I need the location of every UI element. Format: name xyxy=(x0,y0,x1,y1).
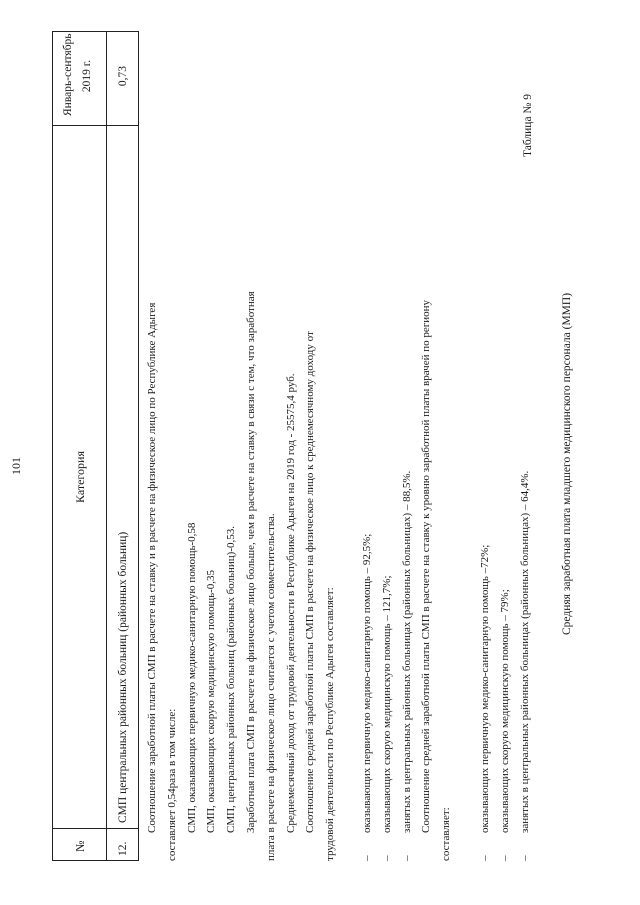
list-dash: – xyxy=(519,855,531,861)
paragraph-line: составляет: xyxy=(440,807,452,861)
paragraph-line: Соотношение средней заработной платы СМП в расчете на ставку к уровню заработной платы врачей по региону xyxy=(420,299,432,833)
paragraph-line: составляет 0,54раза в том числе: xyxy=(166,708,178,861)
row-num: 12. xyxy=(117,841,129,856)
list-dash: – xyxy=(499,855,511,861)
paragraph-line: СМП, оказывающих первичную медико-санитарную помощь-0,58 xyxy=(186,522,198,833)
list-dash: – xyxy=(361,855,373,861)
paragraph-line: СМП, центральных районных больниц (районных больниц)-0,53. xyxy=(225,525,237,833)
paragraph-line: СМП, оказывающих скорую медицинскую помощь-0,35 xyxy=(205,569,217,833)
table-border xyxy=(52,31,53,861)
list-item: оказывающих первичную медико-санитарную помощь – 92,5%; xyxy=(361,533,373,833)
page-number: 101 xyxy=(9,457,23,475)
header-period-line1: Январь-сентябрь xyxy=(62,33,74,116)
paragraph-line: Заработная плата СМП в расчете на физическое лицо больше, чем в расчете на ставку в связи с тем, что заработная xyxy=(245,291,257,833)
table-divider xyxy=(106,31,107,861)
row-category: СМП центральных районных больниц (районных больниц) xyxy=(117,531,129,823)
paragraph-line: трудовой деятельности по Республике Адыгея составляет: xyxy=(324,587,336,861)
table-number-label: Таблица № 9 xyxy=(522,93,534,157)
list-item: оказывающих первичную медико-санитарную помощь –72%; xyxy=(479,544,491,833)
row-value: 0,73 xyxy=(117,65,129,87)
header-num: № xyxy=(73,840,87,852)
list-item: занятых в центральных районных больницах (районных больницах) – 88,5%. xyxy=(401,470,413,833)
header-category: Категория xyxy=(73,451,87,503)
table-border xyxy=(138,31,139,861)
list-item: оказывающих скорую медицинскую помощь – 79%; xyxy=(499,589,511,833)
table-divider xyxy=(52,125,139,126)
table-border xyxy=(52,860,139,861)
table-divider xyxy=(52,828,139,829)
list-dash: – xyxy=(479,855,491,861)
paragraph-line: Среднемесячный доход от трудовой деятельности в Республике Адыгея на 2019 год - 25575,4 руб. xyxy=(285,373,297,833)
list-dash: – xyxy=(381,855,393,861)
paragraph-line: плата в расчете на физическое лицо считается с учетом совместительства. xyxy=(265,513,277,861)
list-item: оказывающих скорую медицинскую помощь – 121,7%; xyxy=(381,575,393,833)
paragraph-line: Соотношение заработной платы СМП в расчете на ставку и в расчете на физическое лицо по Республике Адыгея xyxy=(146,302,158,833)
salary-ratio-table xyxy=(52,31,139,861)
header-period-line2: 2019 г. xyxy=(81,59,93,93)
list-dash: – xyxy=(401,855,413,861)
list-item: занятых в центральных районных больницах (районных больницах) – 64,4%. xyxy=(519,470,531,833)
paragraph-line: Соотношение средней заработной платы СМП в расчете на физическое лицо к среднемесячному доходу от xyxy=(304,331,316,833)
table-border xyxy=(52,31,139,32)
section-title: Средняя заработная плата младшего медицинского персонала (ММП) xyxy=(561,292,573,635)
